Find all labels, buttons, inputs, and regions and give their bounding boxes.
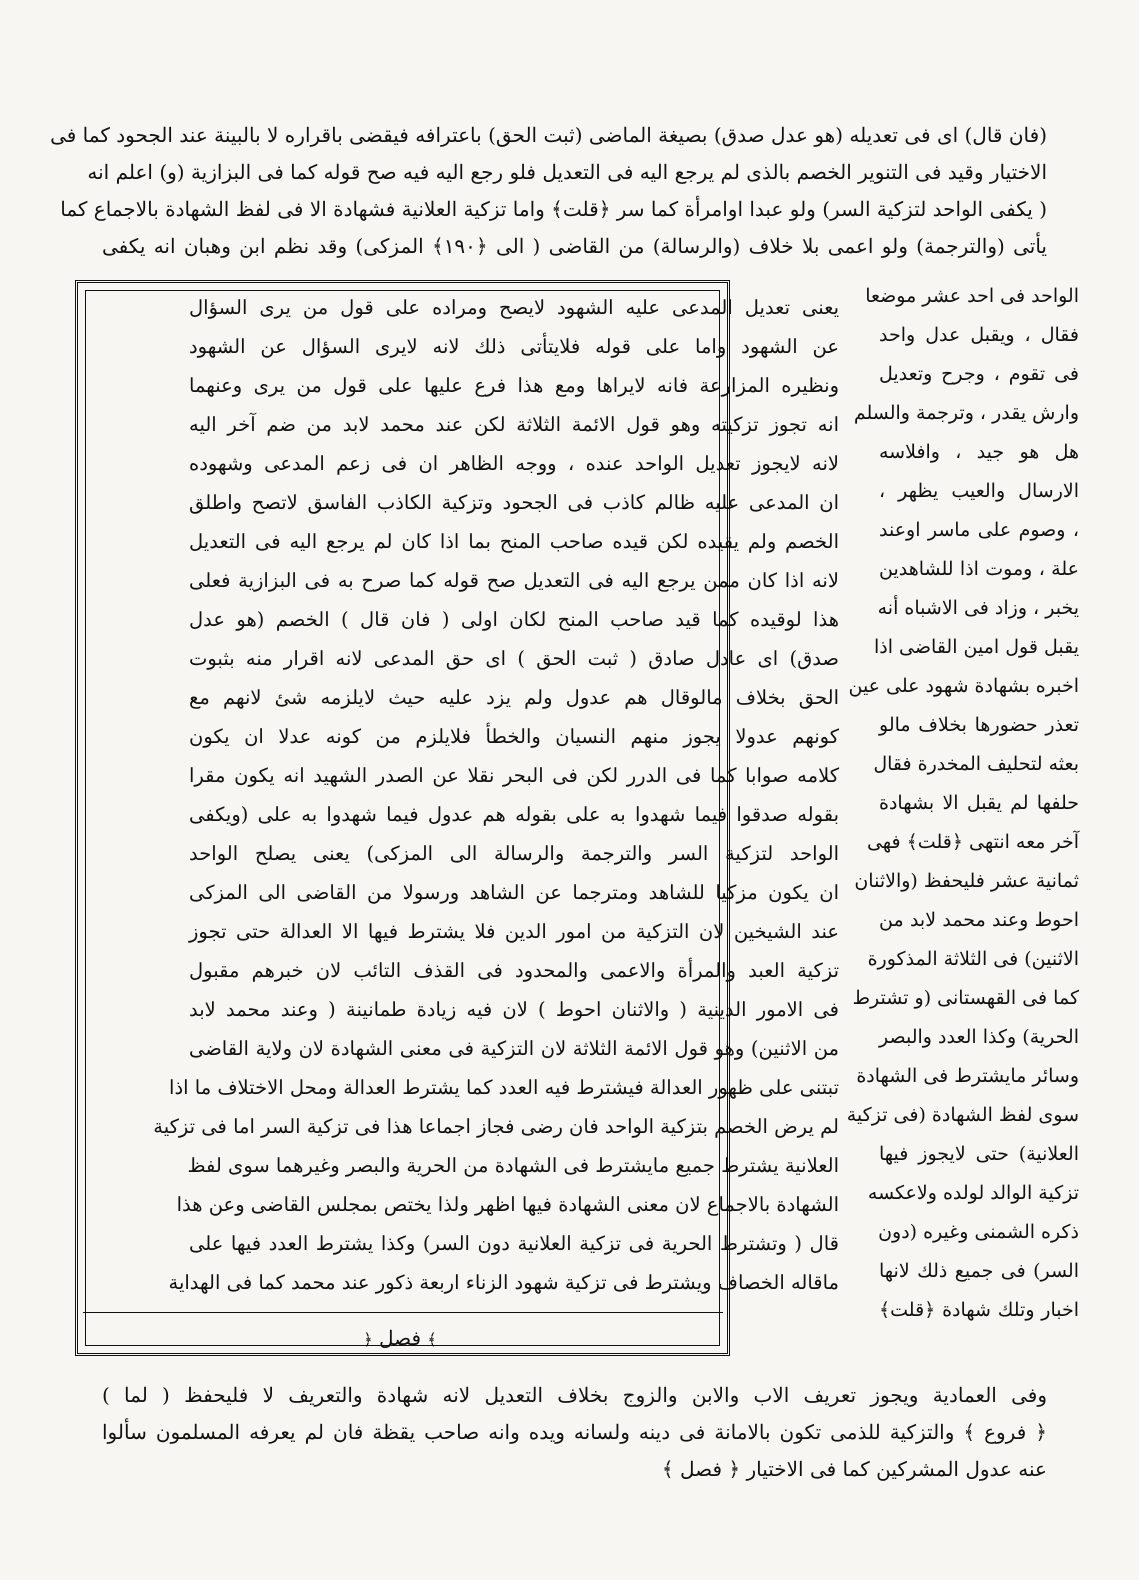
commentary-line: لانه اذا كان ممن يرجع اليه فى التعديل صح قوله كما صرح به فى البزازية فعلى (189, 569, 839, 592)
commentary-line: ان المدعى عليه ظالم كاذب فى الجحود وتزكية الكاذب الفاسق لاتصح واطلق (189, 491, 839, 514)
commentary-line: فى الامور الدينية ( والاثنان احوط ) لان فيه زيادة طمانينة ( وعند محمد لابد (189, 998, 839, 1021)
commentary-line: عند الشيخين لان التزكية من امور الدين فلا يشترط فيها الا العدالة حتى تجوز (189, 920, 839, 943)
commentary-line: لانه لايجوز تعديل الواحد عنده ، ووجه الظاهر ان فى زعم المدعى وشهوده (189, 452, 839, 475)
side-column-line: السر) فى جميع ذلك لانها (879, 1260, 1079, 1282)
side-column-line: ذكره الشمنى وغيره (دون (878, 1221, 1079, 1243)
side-column-line: الارسال والعيب يظهر ، (879, 480, 1079, 502)
side-column-line: العلانية) حتى لايجوز فيها (879, 1143, 1079, 1165)
side-column-line: ثمانية عشر فليحفظ (والاثنان (854, 870, 1079, 892)
commentary-line: كلامه صوابا كما فى الدرر لكن فى البحر نقلا عن الصدر الشهيد انه يكون مقرا (189, 764, 839, 787)
commentary-line: الواحد لتزكية السر والترجمة والرسالة الى المزكى) يعنى يصلح الواحد (189, 842, 839, 865)
text-line: عنه عدول المشركين كما فى الاختيار ﴿ فصل ﴾ (661, 1457, 1047, 1481)
commentary-line: بقوله صدقوا فيما شهدوا به على بقوله هم عدول فيما شهدوا به على (ويكفى (189, 803, 839, 826)
side-column-line: بعثه لتحليف المخدرة فقال (873, 753, 1079, 775)
text-line: ﴿ فروع ﴾ والتزكية للذمى تكون بالامانة فى دينه ولسانه ويده وانه صاحب يقظة فان لم يعرفه المسلمون سألوا (102, 1420, 1047, 1444)
side-column-line: الواحد فى احد عشر موضعا (865, 285, 1079, 307)
ornament-left: ﴾ (427, 1330, 437, 1349)
commentary-line: انه تجوز تزكيته وهو قول الائمة الثلاثة لكن عند محمد لابد من ضم آخر اليه (189, 413, 839, 436)
commentary-line: ماقاله الخصاف ويشترط فى تزكية شهود الزناء اربعة ذكور عند محمد كما فى الهداية (168, 1271, 839, 1294)
side-column-line: كما فى القهستانى (و تشترط (852, 987, 1079, 1009)
box-divider-rule (83, 1312, 723, 1313)
side-column-line: اخبره بشهادة شهود على عين (848, 675, 1079, 697)
ornament-right: ﴿ (363, 1330, 373, 1349)
commentary-line: الحق بخلاف مالوقال هم عدول ولم يزد عليه حيث لايلزمه شئ لانهم مع (189, 686, 839, 709)
text-line: الاختيار وقيد فى التنوير الخصم بالذى لم يرجع اليه فى التعديل فلو رجع اليه فيه صح قوله كما فى البزازية (و) اعلم انه (87, 160, 1047, 184)
commentary-line: قال ( وتشترط الحرية فى تزكية العلانية دون السر) وكذا يشترط العدد فيها على (189, 1232, 839, 1255)
side-column-line: سوى لفظ الشهادة (فى تزكية (846, 1104, 1079, 1126)
text-line: (فان قال) اى فى تعديله (هو عدل صدق) بصيغة الماضى (ثبت الحق) باعترافه فيقضى باقراره لا بالبينة عند الجحود كما فى (50, 123, 1047, 147)
side-column-line: يقبل قول امين القاضى اذا (874, 636, 1079, 658)
section-heading-label: فصل (378, 1326, 422, 1350)
side-column-line: هل هو جيد ، وافلاسه (879, 441, 1079, 463)
side-column-line: فى تقوم ، وجرح وتعديل (879, 363, 1079, 385)
text-line: ( يكفى الواحد لتزكية السر) ولو عبدا اوامرأة كما سر ﴿قلت﴾ واما تزكية العلانية فشهادة الا فى لفظ الشهادة بالاجماع كما (60, 197, 1047, 221)
commentary-line: يعنى تعديل المدعى عليه الشهود لايصح ومراده على قول من يرى السؤال (189, 296, 839, 319)
side-column-line: الاثنين) فى الثلاثة المذكورة (867, 948, 1079, 970)
commentary-line: من الاثنين) وهو قول الائمة الثلاثة لان التزكية فى معنى الشهادة لان ولاية القاضى (189, 1037, 839, 1060)
commentary-line: عن الشهود واما على قوله فلايتأتى ذلك لانه لايرى السؤال عن الشهود (189, 335, 839, 358)
commentary-line: هذا لوقيده كما قيد صاحب المنح لكان اولى ( فان قال ) الخصم (هو عدل (189, 608, 839, 631)
section-heading-fasl (300, 1325, 500, 1351)
text-line: وفى العمادية ويجوز تعريف الاب والابن والزوج بخلاف التعديل لانه شهادة والتعريف لا فليحفظ ( لما ) (102, 1383, 1047, 1407)
side-column-line: وارش يقدر ، وترجمة والسلم (853, 402, 1079, 424)
commentary-line: الشهادة بالاجماع لان معنى الشهادة فيها اظهر ولذا يختص بمجلس القاضى وعن هذا (176, 1193, 839, 1216)
side-column-line: تعذر حضورها بخلاف مالو (879, 714, 1079, 736)
commentary-line: كونهم عدولا يجوز منهم النسيان والخطأ فلايلزم من كونه عدلا ان يكون (189, 725, 839, 748)
commentary-line: ان يكون مزكيا للشاهد ومترجما عن الشاهد ورسولا من القاضى الى المزكى (189, 881, 839, 904)
side-column-line: آخر معه انتهى ﴿قلت﴾ فهى (866, 831, 1079, 853)
side-column-line: يخبر ، وزاد فى الاشباه أنه (877, 597, 1079, 619)
side-column-line: الحرية) وكذا العدد والبصر (879, 1026, 1079, 1048)
side-column-line: احوط وعند محمد لابد من (879, 909, 1079, 931)
commentary-line: تزكية العبد والمرأة والاعمى والمحدود فى القذف التائب لان خبرهم مقبول (189, 959, 839, 982)
commentary-line: ونظيره المزارعة فانه لايراها ومع هذا فرع عليها على قول من يرى وعنهما (189, 374, 839, 397)
side-column-line: فقال ، ويقبل عدل واحد (879, 324, 1079, 346)
commentary-line: الخصم ولم يقيده لكن قيده صاحب المنح بما اذا كان لم يرجع اليه فى التعديل (189, 530, 839, 553)
side-column-line: حلفها لم يقبل الا بشهادة (879, 792, 1079, 814)
side-column-line: وسائر مايشترط فى الشهادة (856, 1065, 1079, 1087)
commentary-line: العلانية يشترط جميع مايشترط فى الشهادة من الحرية والبصر وغيرهما سوى لفظ (187, 1154, 839, 1177)
side-column-line: اخبار وتلك شهادة ﴿قلت﴾ (879, 1299, 1079, 1321)
commentary-line: تبتنى على ظهور العدالة فيشترط فيه العدد كما يشترط العدالة ومحل الاختلاف ما اذا (169, 1076, 839, 1099)
side-column-line: ، وصوم على ماسر اوعند (879, 519, 1079, 541)
commentary-line: صدق) اى عادل صادق ( ثبت الحق ) اى حق المدعى لانه اقرار منه بثبوت (189, 647, 839, 670)
text-line: يأتى (والترجمة) ولو اعمى بلا خلاف (والرسالة) من القاضى ( الى ﴿١٩٠﴾ المزكى) وقد نظم ابن وهبان انه يكفى (102, 234, 1047, 258)
side-column-line: علة ، وموت اذا للشاهدين (879, 558, 1079, 580)
commentary-line: لم يرض الخصم بتزكية الواحد فان رضى فجاز اجماعا هذا فى تزكية السر اما فى تزكية (153, 1115, 839, 1138)
side-column-line: تزكية الوالد لولده ولاعكسه (867, 1182, 1079, 1204)
